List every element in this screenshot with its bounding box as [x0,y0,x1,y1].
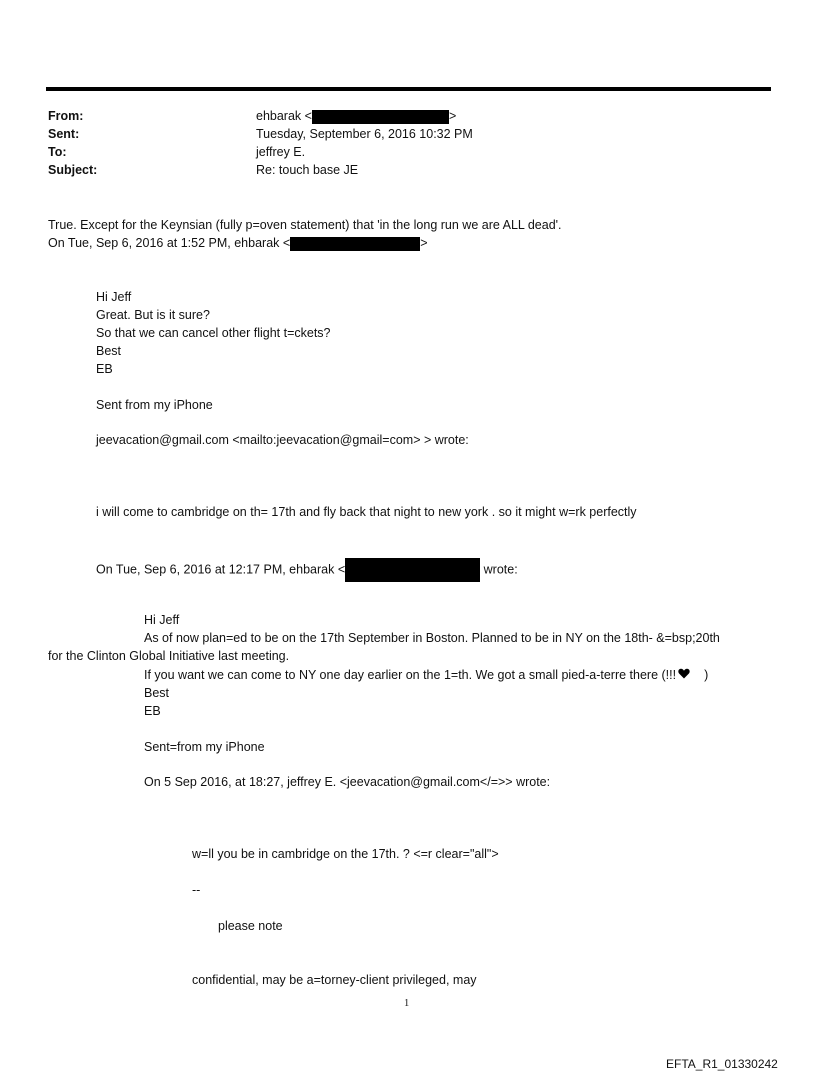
on-tue-line-2 [96,558,518,582]
body-line-on-tue [48,235,428,251]
to-value: jeffrey E. [256,145,306,159]
to-label: To: [48,145,67,159]
subject-label: Subject: [48,163,98,177]
from-label: From: [48,109,84,123]
dashes-line: -- [192,883,201,897]
body-line-true: True. Except for the Keynsian (fully p=oven statement) that 'in the long run we are ALL dead'. [48,218,562,232]
from-bracket: > [448,109,457,123]
eb-2: EB [144,704,161,718]
on-tue-bracket: > [420,236,428,250]
header-rule [46,87,771,91]
wrote-line-1: jeevacation@gmail.com <mailto:jeevacation@gmail=com> > wrote: [96,433,469,447]
reply1-line: EB [96,362,113,376]
clinton-line: for the Clinton Global Initiative last meeting. [48,649,290,663]
page-number: 1 [404,998,410,1009]
reply1-line: So that we can cancel other flight t=ckets? [96,326,331,340]
heart-icon [678,667,690,683]
sent-label: Sent: [48,127,80,141]
sent-from-iphone-1: Sent from my iPhone [96,398,213,412]
subject-value: Re: touch base JE [256,163,359,177]
document-id-footer: EFTA_R1_01330242 [666,1057,778,1071]
on-tue-2-text: On Tue, Sep 6, 2016 at 12:17 PM, ehbarak < [96,562,346,577]
come-to-cambridge-line: i will come to cambridge on th= 17th and fly back that night to new york . so it might w=rk perfectly [96,505,637,519]
if-you-want-end: ) [704,668,709,682]
sent-from-iphone-2: Sent=from my iPhone [144,740,265,754]
if-you-want-line [144,667,708,683]
if-you-want-text: If you want we can come to NY one day earlier on the 1=th. We got a small pied-a-terre there (!!! [144,668,677,682]
from-name: ehbarak < [256,109,312,123]
hi-jeff-2: Hi Jeff [144,613,180,627]
reply1-line: Great. But is it sure? [96,308,210,322]
on-tue-text: On Tue, Sep 6, 2016 at 1:52 PM, ehbarak < [48,236,291,250]
please-note-line: please note [218,919,283,933]
reply1-line: Best [96,344,122,358]
sent-value: Tuesday, September 6, 2016 10:32 PM [256,127,473,141]
will-you-be-line: w=ll you be in cambridge on the 17th. ? <=r clear="all"> [192,847,499,861]
plan-line: As of now plan=ed to be on the 17th September in Boston. Planned to be in NY on the 18th- &=bsp;20th [144,631,720,645]
confidential-line: confidential, may be a=torney-client privileged, may [192,973,477,987]
redaction-block [312,110,449,124]
reply1-line: Hi Jeff [96,290,132,304]
on-5-sep-line: On 5 Sep 2016, at 18:27, jeffrey E. <jeevacation@gmail.com</=>> wrote: [144,775,551,789]
from-value [256,108,456,124]
best-2: Best [144,686,170,700]
on-tue-2-wrote: wrote: [483,562,518,577]
redaction-block [345,558,480,582]
redaction-block [290,237,420,251]
